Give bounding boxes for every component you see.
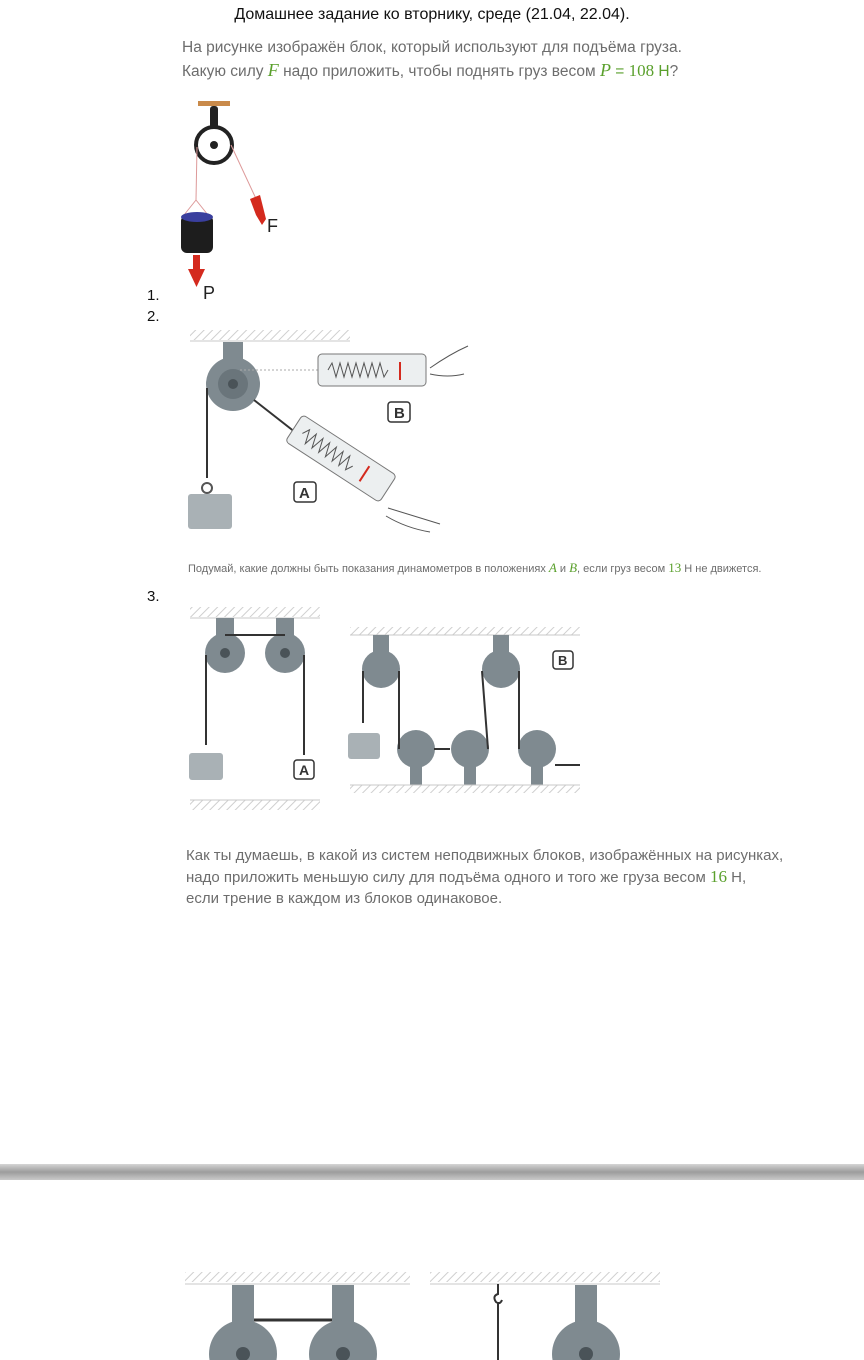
floor-bracket-B5 xyxy=(531,765,543,785)
task3-line3: если трение в каждом из блоков одинаковое. xyxy=(186,890,503,907)
ceiling-B xyxy=(350,627,580,635)
floor-bracket-B3 xyxy=(410,765,422,785)
caption-text-part: и xyxy=(556,563,570,575)
task3-text-part: Н, xyxy=(726,869,747,886)
weight-arrow-shaft xyxy=(193,255,200,271)
hand-B xyxy=(430,346,468,376)
pulley-B1 xyxy=(362,650,400,688)
pulley-B3 xyxy=(397,730,435,768)
axle-A1 xyxy=(220,648,230,658)
pulley-B2 xyxy=(482,650,520,688)
task1-text-part: Какую силу xyxy=(182,63,268,80)
caption-text-part: Н не движется. xyxy=(681,563,762,575)
axle-A2 xyxy=(280,648,290,658)
task3-text-part: надо приложить меньшую силу для подъёма одного и того же груза весом xyxy=(186,869,710,886)
symbol-B: B xyxy=(569,560,578,575)
ceiling-mount xyxy=(198,101,230,106)
label-A: A xyxy=(299,762,310,778)
ceiling-right xyxy=(430,1272,660,1282)
pulley-B4 xyxy=(451,730,489,768)
item-number-3: 3. xyxy=(147,588,160,605)
pulley-axle xyxy=(228,379,238,389)
weight-B xyxy=(348,733,380,759)
task1-text xyxy=(182,37,682,83)
page-divider xyxy=(0,1164,864,1180)
rope-left xyxy=(196,147,197,200)
pulley-figure-4-partial xyxy=(180,1268,670,1360)
ceiling xyxy=(190,330,350,340)
label-A: A xyxy=(299,485,310,502)
page-title: Домашнее задание ко вторнику, среде (21.04, 22.04). xyxy=(234,6,630,23)
ceiling-left xyxy=(185,1272,410,1282)
task1-line2 xyxy=(182,59,682,83)
item-number-1: 1. xyxy=(147,287,160,304)
task1-text-part: ? xyxy=(669,63,679,80)
caption-text-part: , если груз весом xyxy=(577,563,669,575)
task3-line1: Как ты думаешь, в какой из систем неподвижных блоков, изображённых на рисунках, xyxy=(186,847,784,864)
label-F: F xyxy=(267,216,278,236)
weight-value: 13 xyxy=(668,560,682,575)
weight-hook xyxy=(202,483,212,493)
floor-A xyxy=(190,800,320,810)
pulley-axle xyxy=(210,141,218,149)
label-B: B xyxy=(394,405,405,422)
pulley-figure-3 xyxy=(185,605,585,815)
hook xyxy=(494,1284,502,1303)
equals-sign: = xyxy=(610,63,629,80)
weight-top xyxy=(181,212,213,222)
label-B: B xyxy=(558,653,568,668)
hand-A xyxy=(386,508,440,532)
task1-text-part: надо приложить, чтобы поднять груз весом xyxy=(278,63,600,80)
ceiling-A xyxy=(190,607,320,617)
item-number-2: 2. xyxy=(147,308,160,325)
weight-symbol: P xyxy=(599,60,611,80)
floor-B xyxy=(350,785,580,793)
symbol-A: A xyxy=(548,560,557,575)
weight-A xyxy=(189,753,223,780)
task3-text xyxy=(186,845,783,909)
force-symbol: F xyxy=(267,60,279,80)
task3-line2 xyxy=(186,866,783,888)
task1-line1: На рисунке изображён блок, который используют для подъёма груза. xyxy=(182,39,682,56)
unit-label: Н xyxy=(654,63,670,80)
task2-caption xyxy=(188,560,761,576)
pulley-B5 xyxy=(518,730,556,768)
label-P: P xyxy=(203,283,216,303)
rope-right xyxy=(231,145,258,203)
pulley-figure-1 xyxy=(170,95,300,310)
floor-bracket-B4 xyxy=(464,765,476,785)
weight-value: 16 xyxy=(709,867,727,886)
weight-block xyxy=(188,494,232,529)
pulley-figure-2 xyxy=(180,328,500,548)
caption-text-part: Подумай, какие должны быть показания динамометров в положениях xyxy=(188,563,549,575)
weight-value: 108 xyxy=(628,61,655,80)
